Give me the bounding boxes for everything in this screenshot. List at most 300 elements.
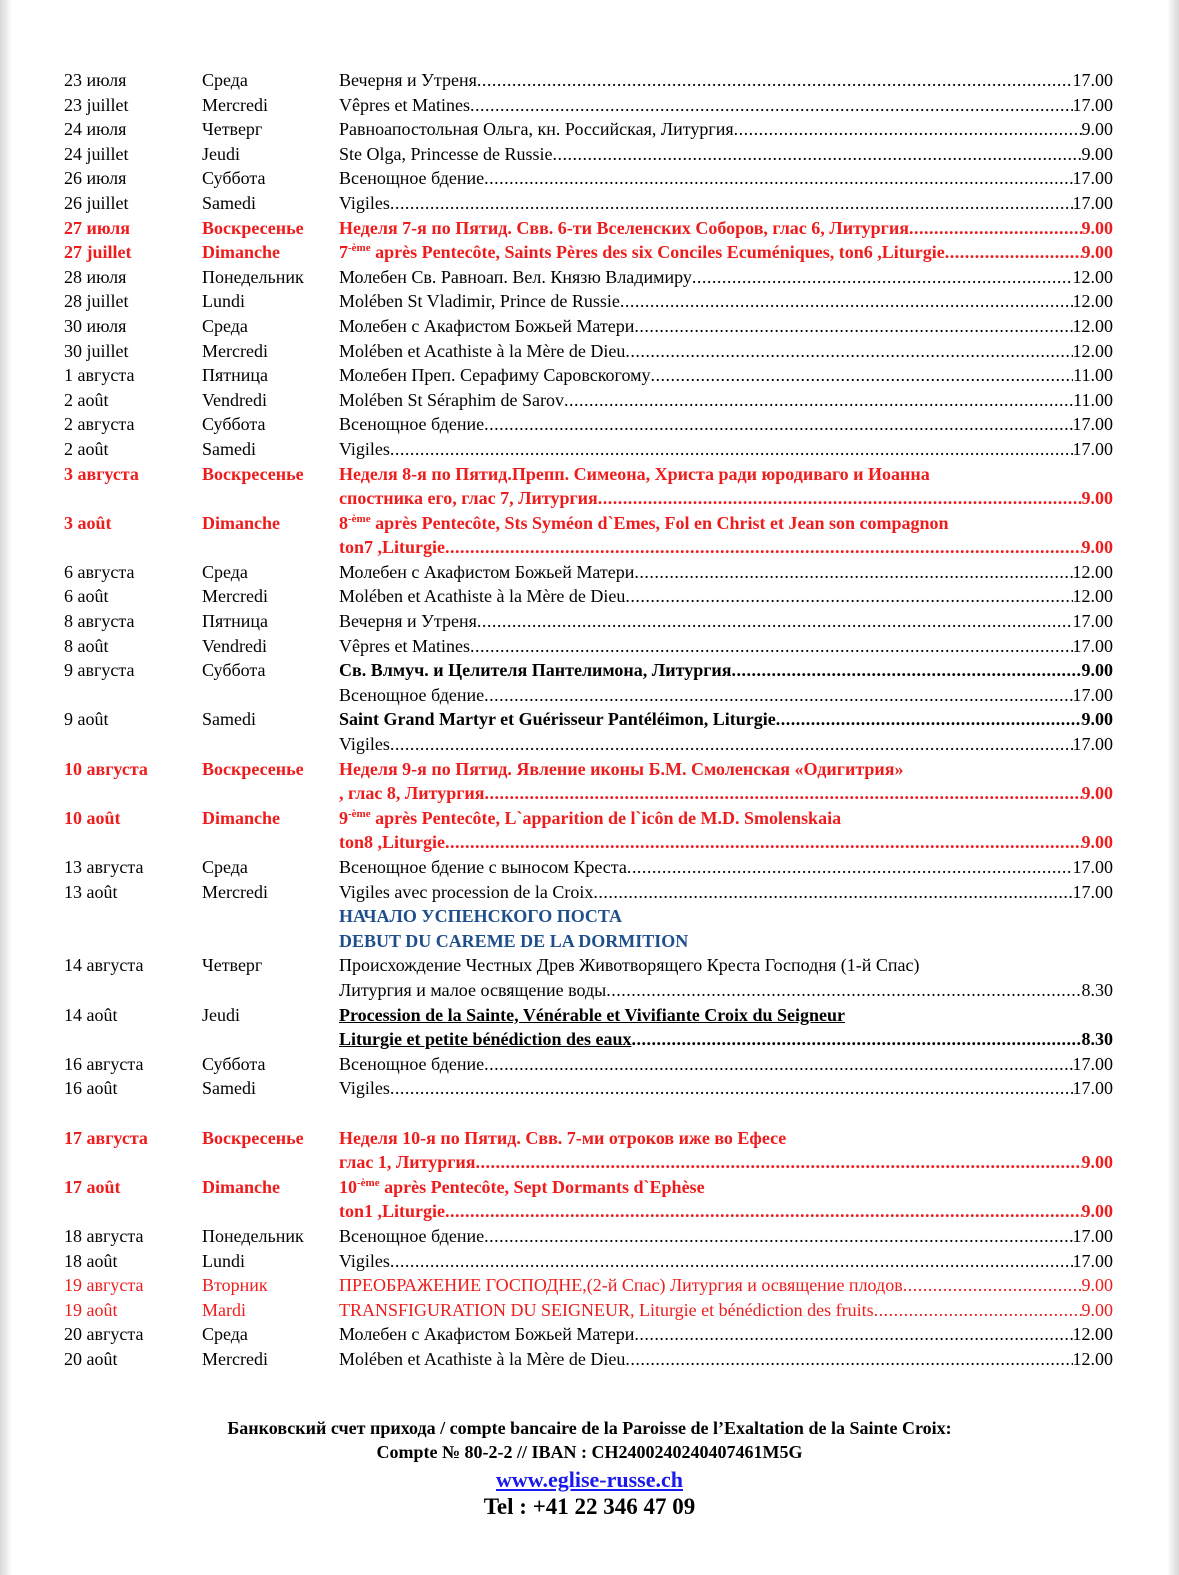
- service-text: Вечерня и Утреня: [339, 611, 477, 632]
- row-service: [339, 117, 1113, 142]
- row-date: 9 августа: [64, 660, 135, 681]
- dot-leader: [874, 1298, 1082, 1323]
- row-service: [339, 339, 1113, 364]
- dot-leader: [734, 117, 1082, 142]
- row-service: [339, 437, 1113, 462]
- service-time: 8.30: [1081, 1029, 1113, 1050]
- service-text: Всенощное бдение: [339, 414, 485, 435]
- row-service: [339, 806, 1113, 831]
- row-weekday: Среда: [202, 857, 248, 877]
- row-service: [339, 1052, 1113, 1077]
- row-weekday: Samedi: [202, 438, 256, 459]
- schedule-row: [0, 1101, 1179, 1126]
- service-text: Происхождение Честных Древ Животворящего Креста Господня (1-й Спас): [339, 955, 920, 976]
- row-weekday: Mercredi: [202, 94, 268, 115]
- row-date: 17 августа: [64, 1127, 148, 1148]
- row-date: 26 июля: [64, 168, 127, 189]
- schedule-row: [0, 1150, 1179, 1175]
- service-text: Молебен с Акафистом Божьей Матери: [339, 561, 635, 582]
- schedule-row: [0, 117, 1179, 142]
- row-service: [339, 486, 1113, 511]
- schedule-row: [0, 1224, 1179, 1249]
- schedule-row: [0, 855, 1179, 880]
- schedule-row: [0, 1003, 1179, 1028]
- row-date: 6 août: [64, 586, 109, 607]
- row-weekday: Воскресенье: [202, 463, 304, 484]
- row-service: [339, 978, 1113, 1003]
- service-time: 17.00: [1072, 414, 1113, 435]
- service-time: 9.00: [1081, 1152, 1113, 1173]
- website-link[interactable]: www.eglise-russe.ch: [496, 1467, 683, 1492]
- dot-leader: [484, 1052, 1072, 1077]
- row-weekday: Dimanche: [202, 512, 280, 533]
- row-weekday: Lundi: [202, 1250, 245, 1271]
- schedule-row: [0, 929, 1179, 954]
- service-text: Saint Grand Martyr et Guérisseur Pantéléimon, Liturgie: [339, 709, 776, 730]
- row-service: [339, 757, 1113, 782]
- service-text: Неделя 9-я по Пятид. Явление иконы Б.М. Смоленская «Одигитрия»: [339, 758, 904, 779]
- row-service: [339, 191, 1113, 216]
- schedule-row: [0, 68, 1179, 93]
- row-service: [339, 1224, 1113, 1249]
- row-date: 24 июля: [64, 119, 127, 140]
- service-time: 17.00: [1072, 438, 1113, 459]
- dot-leader: [909, 216, 1082, 241]
- dot-leader: [390, 191, 1073, 216]
- schedule-table: [0, 68, 1179, 1371]
- row-weekday: Воскресенье: [202, 1127, 304, 1148]
- service-text: спостника его, глас 7, Литургия: [339, 488, 598, 509]
- dot-leader: [477, 609, 1073, 634]
- row-date: 3 août: [64, 512, 112, 533]
- row-service: [339, 68, 1113, 93]
- service-text: $7^{-ème}$ après Pentecôte, Saints Pères des six Conciles Ecuméniques, ton6 ,Liturgie: [339, 242, 945, 263]
- schedule-row: [0, 560, 1179, 585]
- schedule-row: [0, 609, 1179, 634]
- service-text: TRANSFIGURATION DU SEIGNEUR, Liturgie et bénédiction des fruits: [339, 1299, 874, 1320]
- service-time: 12.00: [1072, 1348, 1113, 1369]
- dot-leader: [731, 658, 1081, 683]
- dot-leader: [625, 1347, 1072, 1372]
- row-service: [339, 93, 1113, 118]
- dot-leader: [598, 486, 1082, 511]
- service-text: ПРЕОБРАЖЕНИЕ ГОСПОДНЕ,(2-й Спас) Литургия и освящение плодов: [339, 1275, 903, 1296]
- service-text: Vigiles: [339, 734, 390, 755]
- row-service: [339, 1249, 1113, 1274]
- row-weekday: Dimanche: [202, 807, 280, 828]
- schedule-row: [0, 707, 1179, 732]
- dot-leader: [445, 1199, 1082, 1224]
- row-weekday: Суббота: [202, 168, 266, 189]
- dot-leader: [903, 1273, 1082, 1298]
- phone-line: Tel : +41 22 346 47 09: [483, 1494, 696, 1519]
- service-text: Vigiles: [339, 438, 390, 459]
- service-time: 9.00: [1081, 832, 1113, 853]
- dot-leader: [484, 412, 1072, 437]
- service-time: 17.00: [1072, 94, 1113, 115]
- row-service: [339, 880, 1113, 905]
- service-text: $8^{-ème}$ après Pentecôte, Sts Syméon d`Emes, Fol en Christ et Jean son compagnon: [339, 512, 949, 533]
- row-service: [339, 658, 1113, 683]
- service-text: Равноапостольная Ольга, кн. Российская, Литургия: [339, 119, 734, 140]
- service-text: Молебен с Акафистом Божьей Матери: [339, 315, 635, 336]
- service-text: Неделя 10-я по Пятид. Свв. 7-ми отроков иже во Ефесе: [339, 1127, 787, 1148]
- service-time: 12.00: [1072, 340, 1113, 361]
- row-service: [339, 855, 1113, 880]
- row-service: [339, 1298, 1113, 1323]
- service-text: Молебен Преп. Серафиму Саровскогому: [339, 365, 651, 386]
- row-weekday: Vendredi: [202, 389, 267, 410]
- dot-leader: [484, 1224, 1072, 1249]
- schedule-row: [0, 978, 1179, 1003]
- service-time: 17.00: [1072, 611, 1113, 632]
- schedule-row: [0, 781, 1179, 806]
- service-text: $10^{-ème}$ après Pentecôte, Sept Dormants d`Ephèse: [339, 1176, 705, 1197]
- service-time: 9.00: [1081, 143, 1113, 164]
- row-weekday: Четверг: [202, 119, 263, 140]
- service-time: 9.00: [1081, 217, 1113, 238]
- row-service: [339, 929, 1113, 954]
- service-text: Vêpres et Matines: [339, 635, 470, 656]
- dot-leader: [470, 634, 1073, 659]
- schedule-row: [0, 1347, 1179, 1372]
- row-weekday: Пятница: [202, 611, 269, 632]
- service-time: 9.00: [1081, 660, 1113, 681]
- row-date: 8 août: [64, 635, 109, 656]
- bank-account-label: Банковский счет прихода / compte bancaire de la Paroisse de l’Exaltation de la Sainte Croix:: [227, 1418, 952, 1438]
- row-date: 27 июля: [64, 217, 131, 238]
- row-weekday: Samedi: [202, 192, 256, 213]
- service-text: Vigiles avec procession de la Croix: [339, 881, 594, 902]
- row-date: 24 juillet: [64, 143, 129, 164]
- row-weekday: Среда: [202, 1324, 248, 1345]
- row-service: [339, 560, 1113, 585]
- row-weekday: Среда: [202, 315, 248, 336]
- schedule-row: [0, 1298, 1179, 1323]
- row-service: [339, 830, 1113, 855]
- row-weekday: Mercredi: [202, 1348, 268, 1369]
- service-text: Всенощное бдение: [339, 168, 485, 189]
- row-date: 14 августа: [64, 955, 144, 976]
- row-date: 2 août: [64, 438, 109, 459]
- service-time: 17.00: [1072, 734, 1113, 755]
- service-text: Molében et Acathiste à la Mère de Dieu: [339, 340, 626, 361]
- service-time: 17.00: [1072, 1053, 1113, 1074]
- row-service: [339, 1322, 1113, 1347]
- service-time: 17.00: [1072, 881, 1113, 902]
- dot-leader: [634, 314, 1072, 339]
- row-weekday: Samedi: [202, 1078, 256, 1099]
- schedule-row: [0, 1175, 1179, 1200]
- row-service: [339, 363, 1113, 388]
- row-weekday: Samedi: [202, 709, 256, 730]
- schedule-row: [0, 1249, 1179, 1274]
- row-date: 27 juillet: [64, 242, 132, 263]
- schedule-row: [0, 142, 1179, 167]
- schedule-row: [0, 437, 1179, 462]
- service-text: DEBUT DU CAREME DE LA DORMITION: [339, 930, 689, 951]
- row-weekday: Vendredi: [202, 635, 267, 656]
- schedule-row: [0, 388, 1179, 413]
- dot-leader: [625, 584, 1072, 609]
- row-service: [339, 240, 1113, 265]
- dot-leader: [445, 535, 1082, 560]
- dot-leader: [634, 560, 1072, 585]
- row-service: [339, 1273, 1113, 1298]
- dot-leader: [477, 68, 1073, 93]
- schedule-row: [0, 93, 1179, 118]
- service-time: 9.00: [1081, 1275, 1113, 1296]
- dot-leader: [776, 707, 1082, 732]
- service-text: Всенощное бдение: [339, 1053, 485, 1074]
- schedule-row: [0, 953, 1179, 978]
- row-weekday: Суббота: [202, 660, 266, 681]
- row-service: [339, 388, 1113, 413]
- dot-leader: [470, 93, 1073, 118]
- row-service: [339, 1126, 1113, 1151]
- row-service: [339, 732, 1113, 757]
- service-time: 17.00: [1072, 192, 1113, 213]
- service-text: Vigiles: [339, 192, 390, 213]
- service-time: 12.00: [1072, 266, 1113, 287]
- row-service: [339, 1076, 1113, 1101]
- iban-line: Compte № 80-2-2 // IBAN : CH2400240240407461M5G: [376, 1442, 803, 1462]
- row-date: 6 августа: [64, 561, 135, 582]
- schedule-row: [0, 880, 1179, 905]
- row-weekday: Понедельник: [202, 1225, 304, 1246]
- schedule-row: [0, 1126, 1179, 1151]
- dot-leader: [593, 880, 1072, 905]
- schedule-row: [0, 314, 1179, 339]
- schedule-row: [0, 265, 1179, 290]
- service-time: 9.00: [1081, 537, 1113, 558]
- service-time: 9.00: [1081, 709, 1113, 730]
- row-date: 18 августа: [64, 1225, 144, 1246]
- service-time: 11.00: [1073, 365, 1113, 386]
- schedule-row: [0, 216, 1179, 241]
- schedule-row: [0, 1273, 1179, 1298]
- service-text: Ste Olga, Princesse de Russie: [339, 143, 553, 164]
- row-service: [339, 609, 1113, 634]
- schedule-row: [0, 806, 1179, 831]
- service-text: ton8 ,Liturgie: [339, 832, 445, 853]
- schedule-row: [0, 412, 1179, 437]
- service-text: Vigiles: [339, 1250, 390, 1271]
- schedule-row: [0, 683, 1179, 708]
- service-time: 17.00: [1072, 857, 1113, 877]
- row-date: 14 août: [64, 1004, 118, 1025]
- dot-leader: [552, 142, 1081, 167]
- row-date: 19 августа: [64, 1275, 144, 1296]
- row-weekday: Среда: [202, 70, 248, 90]
- service-text: Вечерня и Утреня: [339, 70, 477, 90]
- dot-leader: [625, 339, 1072, 364]
- row-date: 16 août: [64, 1078, 118, 1099]
- service-time: 11.00: [1073, 389, 1113, 410]
- dot-leader: [634, 1322, 1072, 1347]
- service-text: ton7 ,Liturgie: [339, 537, 445, 558]
- row-service: [339, 1347, 1113, 1372]
- service-time: 17.00: [1072, 1078, 1113, 1099]
- row-service: [339, 535, 1113, 560]
- schedule-row: [0, 240, 1179, 265]
- service-text: Vêpres et Matines: [339, 94, 470, 115]
- dot-leader: [651, 363, 1074, 388]
- schedule-row: [0, 584, 1179, 609]
- dot-leader: [627, 855, 1073, 880]
- service-text: Molében St Vladimir, Prince de Russie: [339, 291, 620, 312]
- row-weekday: Пятница: [202, 365, 269, 386]
- row-service: [339, 1150, 1113, 1175]
- service-text: Неделя 7-я по Пятид. Свв. 6-ти Вселенских Соборов, глас 6, Литургия: [339, 217, 909, 238]
- row-date: 1 августа: [64, 365, 135, 386]
- row-service: [339, 511, 1113, 536]
- dot-leader: [606, 978, 1081, 1003]
- row-date: 26 juillet: [64, 192, 129, 213]
- dot-leader: [445, 830, 1082, 855]
- dot-leader: [692, 265, 1073, 290]
- schedule-row: [0, 339, 1179, 364]
- service-time: 12.00: [1072, 315, 1113, 336]
- row-service: [339, 289, 1113, 314]
- service-time: 8.30: [1081, 979, 1113, 1000]
- row-service: [339, 166, 1113, 191]
- row-service: [339, 953, 1113, 978]
- service-time: 17.00: [1072, 70, 1113, 90]
- service-text: Молебен Св. Равноап. Вел. Князю Владимиру: [339, 266, 692, 287]
- row-weekday: Mercredi: [202, 881, 268, 902]
- schedule-row: [0, 289, 1179, 314]
- row-service: [339, 904, 1113, 929]
- schedule-row: [0, 1199, 1179, 1224]
- service-time: 9.00: [1081, 242, 1113, 263]
- row-date: 30 июля: [64, 315, 127, 336]
- dot-leader: [620, 289, 1073, 314]
- row-weekday: Dimanche: [202, 1176, 280, 1197]
- row-weekday: Jeudi: [202, 1004, 240, 1025]
- schedule-row: [0, 634, 1179, 659]
- row-date: 13 août: [64, 881, 118, 902]
- row-date: 13 августа: [64, 857, 144, 877]
- row-date: 17 août: [64, 1176, 121, 1197]
- service-text: Всенощное бдение с выносом Креста: [339, 857, 627, 877]
- row-date: 23 июля: [64, 70, 127, 90]
- row-service: [339, 265, 1113, 290]
- dot-leader: [564, 388, 1073, 413]
- row-service: [339, 1199, 1113, 1224]
- service-time: 17.00: [1072, 1225, 1113, 1246]
- row-weekday: Воскресенье: [202, 758, 304, 779]
- service-time: 9.00: [1081, 119, 1113, 140]
- row-service: [339, 412, 1113, 437]
- service-text: Неделя 8-я по Пятид.Препп. Симеона, Христа ради юродиваго и Иоанна: [339, 463, 930, 484]
- dot-leader: [484, 683, 1072, 708]
- service-time: 17.00: [1072, 1250, 1113, 1271]
- dot-leader: [390, 1249, 1073, 1274]
- row-date: 28 июля: [64, 266, 127, 287]
- schedule-row: [0, 1322, 1179, 1347]
- dot-leader: [476, 1150, 1082, 1175]
- schedule-row: [0, 658, 1179, 683]
- row-date: 2 août: [64, 389, 109, 410]
- row-weekday: Суббота: [202, 414, 266, 435]
- service-time: 17.00: [1072, 684, 1113, 705]
- service-time: 12.00: [1072, 291, 1113, 312]
- row-weekday: Mercredi: [202, 340, 268, 361]
- website-line: [0, 1467, 1179, 1493]
- row-service: [339, 1003, 1113, 1028]
- service-text: Molében et Acathiste à la Mère de Dieu: [339, 586, 626, 607]
- row-weekday: Среда: [202, 561, 248, 582]
- row-date: 9 août: [64, 709, 109, 730]
- service-text: глас 1, Литургия: [339, 1152, 476, 1173]
- service-text: , глас 8, Литургия: [339, 783, 485, 804]
- row-date: 23 juillet: [64, 94, 129, 115]
- service-time: 9.00: [1081, 783, 1113, 804]
- service-text: Procession de la Sainte, Vénérable et Vivifiante Croix du Seigneur: [339, 1004, 845, 1025]
- row-date: 3 августа: [64, 463, 139, 484]
- row-service: [339, 1027, 1113, 1052]
- dot-leader: [390, 437, 1073, 462]
- row-weekday: Понедельник: [202, 266, 304, 287]
- row-weekday: Четверг: [202, 955, 263, 976]
- service-text: Св. Влмуч. и Целителя Пантелимона, Литургия: [339, 660, 732, 681]
- dot-leader: [390, 1076, 1073, 1101]
- dot-leader: [945, 240, 1082, 265]
- row-date: 30 juillet: [64, 340, 129, 361]
- service-time: 12.00: [1072, 561, 1113, 582]
- schedule-row: [0, 363, 1179, 388]
- schedule-row: [0, 757, 1179, 782]
- row-date: 20 августа: [64, 1324, 144, 1345]
- dot-leader: [484, 166, 1072, 191]
- service-time: 12.00: [1072, 1324, 1113, 1345]
- service-text: НАЧАЛО УСПЕНСКОГО ПОСТА: [339, 906, 623, 927]
- row-date: 18 août: [64, 1250, 118, 1271]
- row-weekday: Mardi: [202, 1299, 246, 1320]
- dot-leader: [631, 1027, 1081, 1052]
- row-weekday: Lundi: [202, 291, 245, 312]
- service-time: 12.00: [1072, 586, 1113, 607]
- service-text: Всенощное бдение: [339, 684, 485, 705]
- schedule-row: [0, 904, 1179, 929]
- service-text: Литургия и малое освящение воды: [339, 979, 607, 1000]
- row-weekday: Jeudi: [202, 143, 240, 164]
- dot-leader: [390, 732, 1073, 757]
- dot-leader: [485, 781, 1082, 806]
- schedule-row: [0, 830, 1179, 855]
- row-weekday: Dimanche: [202, 242, 280, 263]
- row-date: 8 августа: [64, 611, 135, 632]
- schedule-row: [0, 1052, 1179, 1077]
- row-service: [339, 781, 1113, 806]
- schedule-row: [0, 1027, 1179, 1052]
- service-time: 17.00: [1072, 168, 1113, 189]
- service-text: Vigiles: [339, 1078, 390, 1099]
- row-service: [339, 314, 1113, 339]
- row-date: 19 août: [64, 1299, 118, 1320]
- service-text: Молебен с Акафистом Божьей Матери: [339, 1324, 635, 1345]
- schedule-row: [0, 191, 1179, 216]
- schedule-row: [0, 535, 1179, 560]
- row-service: [339, 462, 1113, 487]
- row-date: 28 juillet: [64, 291, 129, 312]
- service-time: 9.00: [1081, 488, 1113, 509]
- schedule-row: [0, 1076, 1179, 1101]
- row-service: [339, 142, 1113, 167]
- row-service: [339, 216, 1113, 241]
- service-text: Liturgie et petite bénédiction des eaux: [339, 1029, 632, 1050]
